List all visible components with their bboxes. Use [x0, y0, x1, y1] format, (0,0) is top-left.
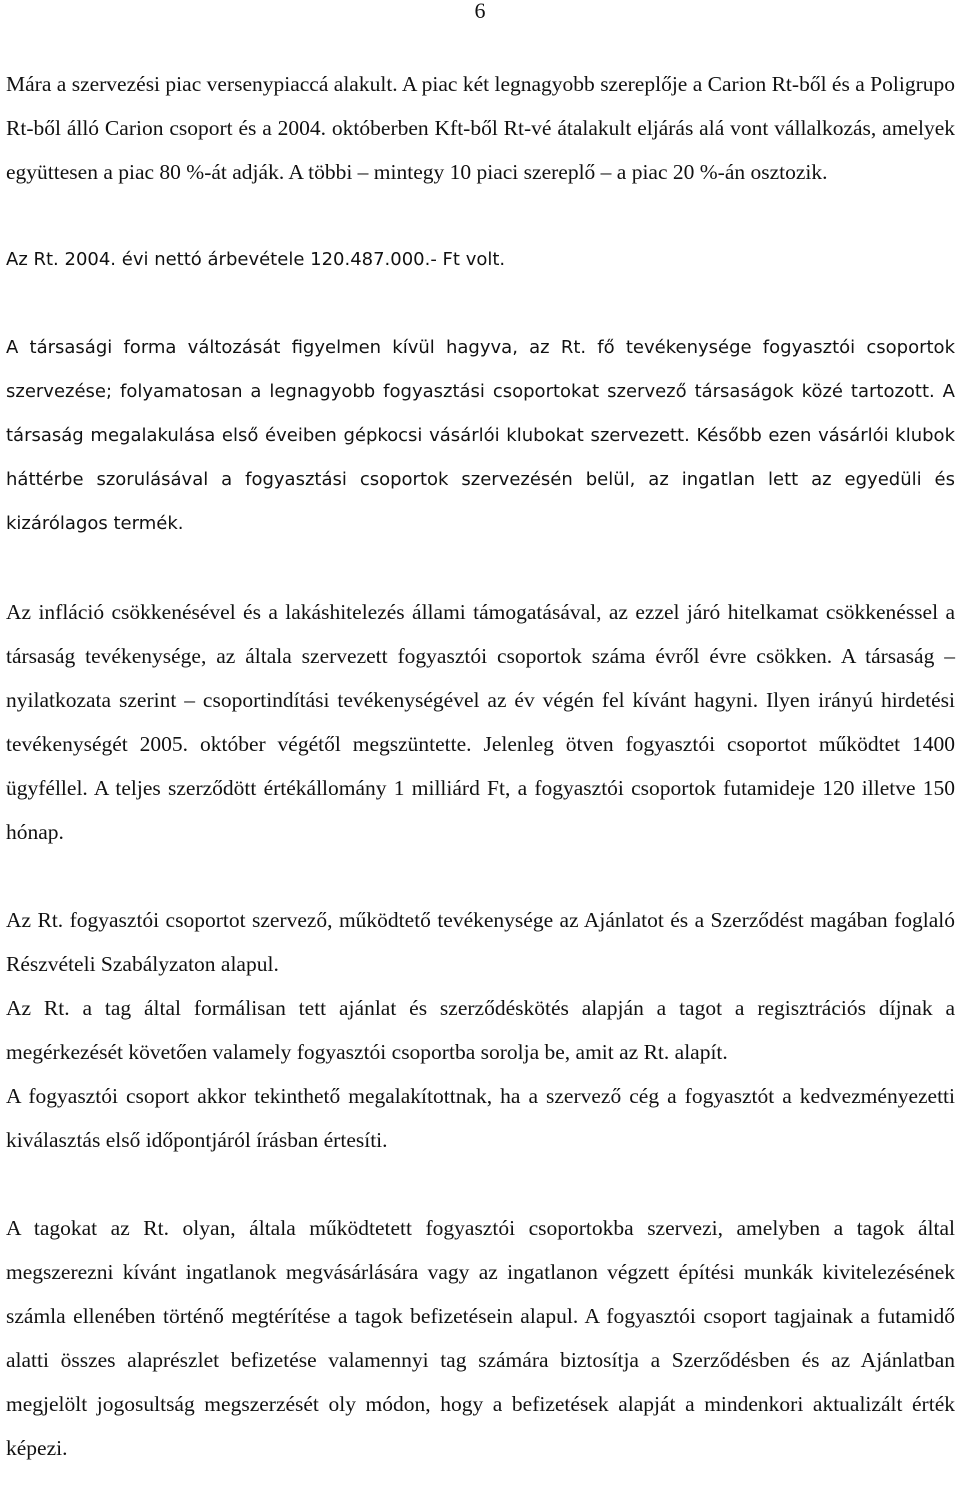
paragraph-revenue: Az Rt. 2004. évi nettó árbevétele 120.487.000.- Ft volt.	[6, 249, 506, 270]
paragraph-activity-basis: Az Rt. fogyasztói csoportot szervező, működtető tevékenysége az Ajánlatot és a Szerződést magában foglaló Részvételi Szabályzaton alapul.	[6, 908, 955, 976]
paragraph-inflation-impact: Az infláció csökkenésével és a lakáshitelezés állami támogatásával, az ezzel járó hitelkamat csökkenéssel a társaság tevékenysége, az általa szervezett fogyasztói csoportok száma évről évre csökken. A társaság – nyilatkozata szerint – csoportindítási tevékenységével az év végén fel kívánt hagyni. Ilyen irányú hirdetési tevékenységét 2005. október végétől megszüntette. Jelenleg ötven fogyasztói csoportot működtet 1400 ügyféllel. A teljes szerződött értékállomány 1 milliárd Ft, a fogyasztói csoportok futamideje 120 illetve 150 hónap.	[6, 600, 955, 844]
paragraph-main-activity: A társasági forma változását figyelmen kívül hagyva, az Rt. fő tevékenysége fogyasztói csoportok szervezése; folyamatosan a legnagyobb fogyasztási csoportokat szervező társaságok közé tartozott. A társaság megalakulása első éveiben gépkocsi vásárlói klubokat szervezett. Később ezen vásárlói klubok háttérbe szorulásával a fogyasztási csoportok szervezésén belül, az ingatlan lett az egyedüli és kizárólagos termék.	[6, 337, 955, 534]
page-number: 6	[474, 0, 486, 23]
paragraph-member-organization: A tagokat az Rt. olyan, általa működtetett fogyasztói csoportokba szervezi, amelyben a tagok által megszerezni kívánt ingatlanok megvásárlására vagy az ingatlanon végzett építési munkák kivitelezésének számla ellenében történő megtérítése a tagok befizetésein alapul. A fogyasztói csoport tagjainak a futamidő alatti összes alaprészlet befizetése valamennyi tag számára biztosítja a Szerződésben és az Ajánlatban megjelölt jogosultság megszerzését oly módon, hogy a befizetések alapját a mindenkori aktualizált érték képezi.	[6, 1216, 955, 1460]
paragraph-market-overview: Mára a szervezési piac versenypiaccá alakult. A piac két legnagyobb szereplője a Carion Rt-ből és a Poligrupo Rt-ből álló Carion csoport és a 2004. októberben Kft-ből Rt-vé átalakult eljárás alá vont vállalkozás, amelyek együttesen a piac 80 %-át adják. A többi – mintegy 10 piaci szereplő – a piac 20 %-án osztozik.	[6, 72, 955, 184]
paragraph-registration: Az Rt. a tag által formálisan tett ajánlat és szerződéskötés alapján a tagot a regisztrációs díjnak a megérkezését követően valamely fogyasztói csoportba sorolja be, amit az Rt. alapít.	[6, 996, 955, 1064]
document-body	[6, 62, 955, 1470]
paragraph-group-formation: A fogyasztói csoport akkor tekinthető megalakítottnak, ha a szervező cég a fogyasztót a kedvezményezetti kiválasztás első időpontjáról írásban értesíti.	[6, 1084, 955, 1152]
